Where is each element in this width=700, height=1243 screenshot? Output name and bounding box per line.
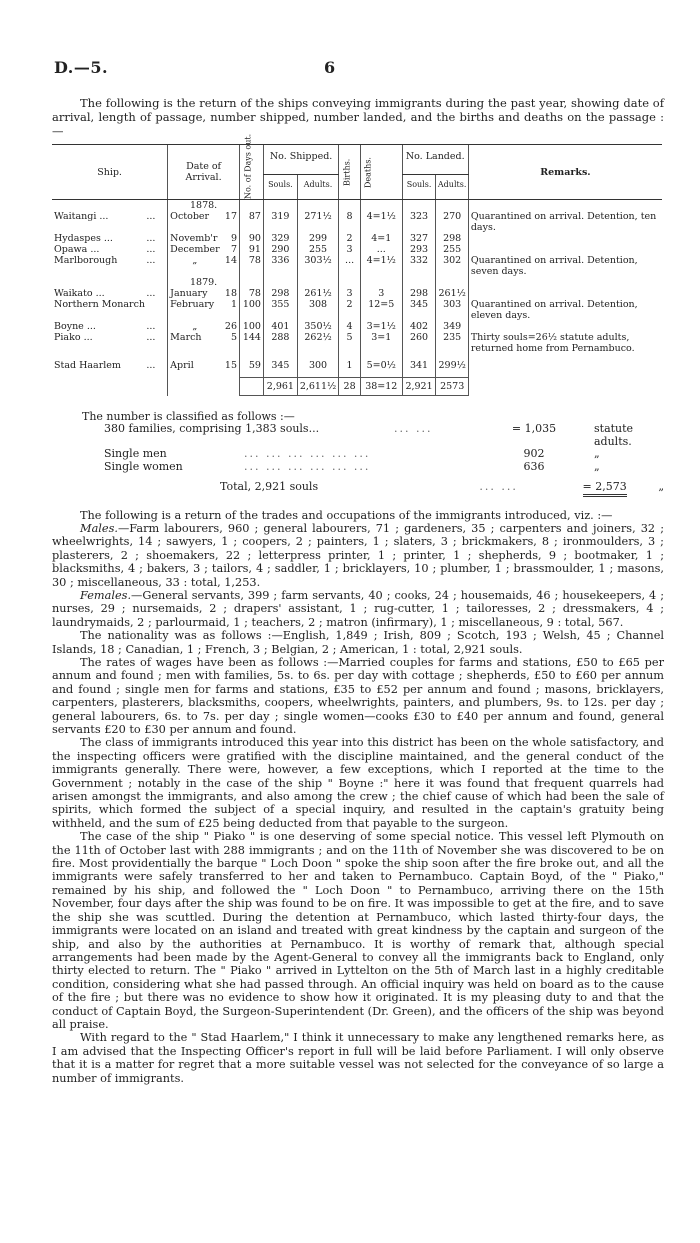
ship-name: Stad Haarlem	[54, 360, 121, 371]
classification-row	[82, 423, 664, 448]
leader-dots: ... ... ... ... ... ...	[244, 459, 371, 473]
arrival-month: „	[168, 255, 222, 277]
landed-adults: 298	[436, 233, 468, 244]
deaths: 3	[360, 288, 402, 299]
arrival-day: 26	[224, 321, 238, 332]
year-label: 1879.	[168, 277, 240, 288]
males-label: Males.	[80, 521, 118, 535]
arrival-month: March	[168, 332, 222, 354]
remarks: Quarantined on arrival. Detention, ten days.	[468, 211, 662, 233]
ship-name: Opawa ...	[54, 244, 100, 255]
deaths: ...	[360, 244, 402, 255]
females-label: Females.	[80, 588, 132, 602]
table-row-year	[52, 200, 662, 212]
piako-paragraph: The case of the ship " Piako " is one deserving of some special notice. This vessel left Plymouth on the 11th of October last with 288 immigrants ; and on the 11th of November she was discovered to be on fire. Most providentially the barque " Loch Doon " spoke the ship soon after the fire broke out, and all the immigrants were safely transferred to her and taken to Pernambuco. Captain Boyd, of the " Piako," remained by his ship, and followed the " Loch Doon " to Pernambuco, arriving there on the 15th November, four days after the ship was found to be on fire. It was impossible to get at the fire, and to save the ship she was scuttled. During the detention at Pernambuco, which lasted thirty-four days, the immigrants were located on an island and treated with great kindness by the captain and surgeon of the ship, and also by the authorities at Pernambuco. It is worthy of remark that, although special arrangements had been made by the Agent-General to convey all the immigrants back to England, only thirty elected to return. The " Piako " arrived in Lyttelton on the 5th of March last in a highly creditable condition, considering what she had passed through. An official inquiry was held on board as to the cause of the fire ; but there was no evidence to show how it originated. It is my pleasing duty to and that the conduct of Captain Boyd, the Surgeon-Superintendent (Dr. Green), and the officers of the ship was beyond all praise.	[52, 830, 664, 1031]
total-landed-souls: 2,921	[402, 378, 436, 396]
classification-row	[82, 448, 664, 461]
arrival-month: January	[168, 288, 222, 299]
births: 4	[339, 321, 361, 332]
shipped-adults: 261½	[297, 288, 338, 299]
arrival-month: October	[168, 211, 222, 233]
shipped-adults: 299	[297, 233, 338, 244]
leader-dots: ...	[146, 244, 156, 255]
leader-dots: ...	[146, 255, 156, 266]
classification-block	[82, 410, 664, 497]
col-landed-adults: Adults.	[436, 175, 468, 200]
table-row	[52, 288, 662, 299]
shipped-adults: 271½	[297, 211, 338, 233]
landed-adults: 349	[436, 321, 468, 332]
report-body	[52, 509, 664, 1085]
col-births: Births.	[339, 145, 361, 200]
arrival-month: December	[168, 244, 222, 255]
col-ship: Ship.	[52, 145, 168, 200]
classification-label: Single women	[104, 459, 183, 473]
births: 5	[339, 332, 361, 354]
landed-adults: 302	[436, 255, 468, 277]
shipped-adults: 303½	[297, 255, 338, 277]
leader-dots: ...	[146, 360, 156, 371]
shipped-souls: 298	[263, 288, 297, 299]
classification-unit: „	[594, 459, 600, 473]
arrival-month: „	[168, 321, 222, 332]
deaths: 3=1	[360, 332, 402, 354]
table-row-year	[52, 277, 662, 288]
deaths: 12=5	[360, 299, 402, 321]
shipped-adults: 300	[297, 360, 338, 371]
arrival-month: Novemb'r	[168, 233, 222, 244]
leader-dots: ...	[146, 332, 156, 343]
total-shipped-adults: 2,611½	[297, 378, 338, 396]
leader-dots: ...	[146, 321, 156, 332]
landed-souls: 298	[402, 288, 436, 299]
remarks	[468, 288, 662, 299]
days-out: 59	[240, 360, 264, 371]
births: ...	[339, 255, 361, 277]
table-row	[52, 211, 662, 233]
landed-adults: 235	[436, 332, 468, 354]
ship-name: Waitangi ...	[54, 211, 109, 222]
table-row	[52, 255, 662, 277]
landed-adults: 255	[436, 244, 468, 255]
total-births: 28	[339, 378, 361, 396]
births: 2	[339, 299, 361, 321]
shipped-adults: 255	[297, 244, 338, 255]
landed-souls: 345	[402, 299, 436, 321]
table-row	[52, 360, 662, 371]
shipped-adults: 350½	[297, 321, 338, 332]
landed-adults: 303	[436, 299, 468, 321]
ship-name: Hydaspes ...	[54, 233, 113, 244]
classification-label: Single men	[104, 447, 167, 460]
total-value: = 2,573	[583, 481, 627, 497]
days-out: 78	[240, 288, 264, 299]
classification-unit: statute adults.	[594, 422, 634, 448]
col-landed-souls: Souls.	[402, 175, 436, 200]
births: 1	[339, 360, 361, 371]
shipped-souls: 290	[263, 244, 297, 255]
remarks	[468, 360, 662, 371]
arrival-day: 9	[230, 233, 238, 244]
totals-row	[52, 378, 662, 396]
wages-paragraph: The rates of wages have been as follows :—Married couples for farms and stations, £50 to £65 per annum and found ; men with families, 5s. to 6s. per day with cottage ; shepherds, £50 to £60 per annum and found ; single men for farms and stations, £35 to £52 per annum and found ; masons, bricklayers, carpenters, plasterers, blacksmiths, coopers, wheelwrights, painters, and plumbers, 9s. to 12s. per day ; general labourers, 6s. to 7s. per day ; single women—cooks £30 to £40 per annum and found, general servants £20 to £30 per annum and found.	[52, 655, 664, 736]
total-unit: „	[658, 480, 665, 493]
ships-table	[52, 133, 662, 396]
shipped-adults: 308	[297, 299, 338, 321]
col-days: No. of Days out.	[240, 145, 264, 200]
deaths: 4=1	[360, 233, 402, 244]
remarks	[468, 233, 662, 244]
births: 3	[339, 244, 361, 255]
leader-dots: ...	[146, 288, 156, 299]
arrival-month: April	[168, 360, 222, 371]
page-header	[52, 58, 664, 86]
arrival-day: 15	[224, 360, 238, 371]
shipped-souls: 345	[263, 360, 297, 371]
arrival-day: 5	[230, 332, 238, 343]
females-paragraph	[52, 589, 664, 629]
days-out: 100	[240, 299, 264, 321]
col-remarks: Remarks.	[468, 145, 662, 200]
table-row	[52, 233, 662, 244]
leader-dots: ... ... ... ... ... ...	[244, 447, 371, 460]
births: 2	[339, 233, 361, 244]
landed-adults: 270	[436, 211, 468, 233]
shipped-souls: 319	[263, 211, 297, 233]
page	[52, 58, 664, 1085]
births: 3	[339, 288, 361, 299]
leader-dots: ... ...	[394, 422, 433, 435]
arrival-month: February	[168, 299, 222, 321]
classification-value: = 1,035	[511, 422, 557, 435]
total-shipped-souls: 2,961	[263, 378, 297, 396]
arrival-day: 7	[230, 244, 238, 255]
landed-souls: 260	[402, 332, 436, 354]
days-out: 90	[240, 233, 264, 244]
remarks: Quarantined on arrival. Detention, eleven days.	[468, 299, 662, 321]
remarks: Thirty souls=26½ statute adults, returned home from Pernambuco.	[468, 332, 662, 354]
ship-name: Northern Monarch	[54, 299, 146, 310]
arrival-day: 18	[224, 288, 238, 299]
stad-haarlem-paragraph: With regard to the " Stad Haarlem," I think it unnecessary to make any lengthened remarks here, as I am advised that the Inspecting Officer's report in full will be laid before Parliament. I will only observe that it is a matter for regret that a more suitable vessel was not selected for the conveyance of so large a number of immigrants.	[52, 1031, 664, 1085]
deaths: 5=0½	[360, 360, 402, 371]
table-row	[52, 244, 662, 255]
males-paragraph	[52, 522, 664, 589]
table-row	[52, 332, 662, 354]
days-out: 78	[240, 255, 264, 277]
shipped-souls: 329	[263, 233, 297, 244]
days-out: 100	[240, 321, 264, 332]
col-date: Date of Arrival.	[168, 145, 240, 200]
col-shipped: No. Shipped.	[263, 145, 338, 175]
ship-name: Marlborough	[54, 255, 118, 266]
shipped-adults: 262½	[297, 332, 338, 354]
classification-total	[82, 481, 664, 497]
births: 8	[339, 211, 361, 233]
classification-heading: The number is classified as follows :—	[82, 410, 295, 423]
ship-name: Waikato ...	[54, 288, 105, 299]
col-deaths: Deaths.	[360, 145, 402, 200]
remarks	[468, 321, 662, 332]
table-row	[52, 299, 662, 321]
deaths: 4=1½	[360, 255, 402, 277]
nationality-paragraph: The nationality was as follows :—English, 1,849 ; Irish, 809 ; Scotch, 193 ; Welsh, 45 ; Channel Islands, 18 ; Canadian, 1 ; French, 3 ; Belgian, 2 ; American, 1 : total, 2,921 souls.	[52, 629, 664, 656]
year-label: 1878.	[168, 200, 240, 212]
table-row	[52, 321, 662, 332]
classification-value: 636	[523, 459, 545, 473]
deaths: 4=1½	[360, 211, 402, 233]
shipped-souls: 401	[263, 321, 297, 332]
shipped-souls: 288	[263, 332, 297, 354]
total-landed-adults: 2573	[436, 378, 468, 396]
deaths: 3=1½	[360, 321, 402, 332]
landed-souls: 323	[402, 211, 436, 233]
classification-row	[82, 461, 664, 474]
landed-adults: 261½	[436, 288, 468, 299]
landed-souls: 327	[402, 233, 436, 244]
arrival-day: 1	[230, 299, 238, 310]
remarks	[468, 244, 662, 255]
landed-souls: 402	[402, 321, 436, 332]
class-paragraph: The class of immigrants introduced this year into this district has been on the whole satisfactory, and the inspecting officers were gratified with the discipline maintained, and the general conduct of the immigrants generally. There were, however, a few exceptions, which I reported at the time to the Government ; notably in the case of the ship " Boyne :" here it was found that frequent quarrels had arisen amongst the immigrants, and also among the crew ; the chief cause of which had been the sale of spirits, which formed the subject of a special inquiry, and resulted in the captain's gratuity being withheld, and the sum of £25 being deducted from that payable to the surgeon.	[52, 736, 664, 830]
col-landed: No. Landed.	[402, 145, 468, 175]
col-shipped-adults: Adults.	[297, 175, 338, 200]
ship-name: Piako ...	[54, 332, 93, 343]
col-shipped-souls: Souls.	[263, 175, 297, 200]
arrival-day: 14	[224, 255, 238, 266]
leader-dots: ... ...	[479, 480, 518, 493]
table-intro: The following is the return of the ships conveying immigrants during the past year, showing date of arrival, length of passage, number shipped, number landed, and the births and deaths on the passage :—	[52, 96, 664, 138]
classification-unit: „	[594, 447, 600, 460]
ship-name: Boyne ...	[54, 321, 96, 332]
females-text: —General servants, 399 ; farm servants, 40 ; cooks, 24 ; housemaids, 46 ; housekeepers, 4 ; nurses, 29 ; nursemaids, 2 ; drapers' assistant, 1 ; rug-cutter, 1 ; tailoresses, 2 ; dressmakers, 4 ; laundrymaids, 2 ; parlourmaid, 1 ; teachers, 2 ; matron (infirmary), 1 ; miscellaneous, 9 : total, 567.	[52, 588, 664, 629]
classification-label: 380 families, comprising 1,383 souls...	[104, 422, 320, 435]
landed-adults: 299½	[436, 360, 468, 371]
total-deaths: 38=12	[360, 378, 402, 396]
landed-souls: 341	[402, 360, 436, 371]
remarks: Quarantined on arrival. Detention, seven days.	[468, 255, 662, 277]
trades-intro: The following is a return of the trades and occupations of the immigrants introduced, viz. :—	[80, 508, 613, 522]
leader-dots: ...	[146, 211, 156, 222]
classification-value: 902	[523, 447, 545, 460]
leader-dots: ...	[146, 233, 156, 244]
landed-souls: 293	[402, 244, 436, 255]
total-label: Total, 2,921 souls	[220, 480, 319, 493]
arrival-day: 17	[224, 211, 238, 222]
males-text: —Farm labourers, 960 ; general labourers, 71 ; gardeners, 35 ; carpenters and joiners, 32 ; wheelwrights, 14 ; sawyers, 1 ; coopers, 2 ; painters, 1 ; slaters, 3 ; brickmakers, 8 ; ironmoulders, 3 ; plasterers, 2 ; shoemakers, 22 ; letterpress printer, 1 ; printer, 1 ; shepherds, 9 ; bootmaker, 1 ; blacksmiths, 4 ; bakers, 3 ; tailors, 4 ; saddler, 1 ; bricklayers, 10 ; plumber, 1 ; brassmoulder, 1 ; masons, 30 ; miscellaneous, 33 : total, 1,253.	[52, 521, 664, 589]
document-reference: D.—5.	[54, 58, 109, 77]
days-out: 91	[240, 244, 264, 255]
days-out: 144	[240, 332, 264, 354]
page-number: 6	[324, 58, 336, 77]
shipped-souls: 336	[263, 255, 297, 277]
landed-souls: 332	[402, 255, 436, 277]
shipped-souls: 355	[263, 299, 297, 321]
days-out: 87	[240, 211, 264, 233]
